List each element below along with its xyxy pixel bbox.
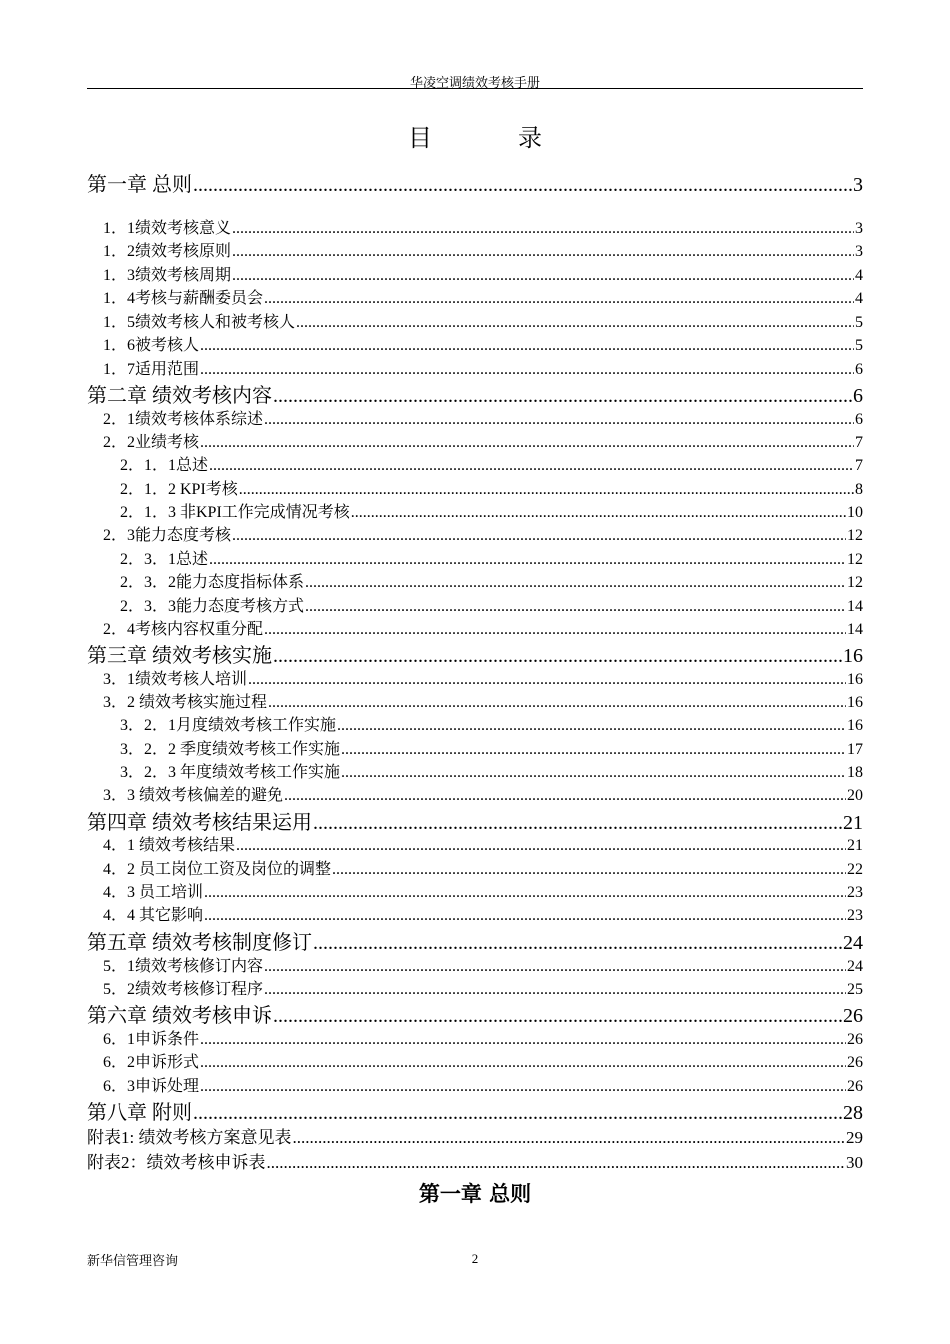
toc-entry[interactable]: [87, 639, 863, 668]
toc-entry-label: 第三章 绩效考核实施: [87, 645, 272, 667]
toc-entry-page: 29: [846, 1128, 863, 1147]
toc-entry[interactable]: [87, 522, 863, 545]
toc-entry[interactable]: [87, 476, 863, 499]
toc-entry-page: 18: [847, 764, 863, 781]
toc-entry[interactable]: [87, 879, 863, 902]
toc-entry-label: 1．6被考核人: [103, 337, 200, 354]
toc-entry-page: 14: [847, 621, 863, 638]
toc-entry[interactable]: [87, 782, 863, 805]
toc-entry-label: 第八章 附则: [87, 1102, 192, 1124]
toc-entry[interactable]: [87, 285, 863, 308]
toc-dot-leader: [200, 1031, 846, 1049]
toc-dot-leader: [232, 243, 854, 261]
toc-entry-label: 附表2：绩效考核申诉表: [87, 1153, 266, 1172]
toc-entry-page: 30: [846, 1153, 863, 1172]
toc-dot-leader: [204, 907, 846, 925]
toc-dot-leader: [200, 361, 854, 379]
toc-entry-label: 2．1．2 KPI考核: [120, 481, 238, 498]
toc-entry[interactable]: [87, 215, 863, 238]
toc-entry-page: 24: [843, 932, 863, 954]
toc-entry-page: 7: [855, 457, 863, 474]
toc-entry-label: 3．2．1月度绩效考核工作实施: [120, 717, 337, 734]
toc-entry-page: 12: [847, 551, 863, 568]
toc-entry-page: 7: [855, 434, 863, 451]
toc-entry[interactable]: [87, 1026, 863, 1049]
toc-heading-left: 目: [408, 124, 432, 152]
toc-dot-leader: [273, 385, 852, 408]
toc-entry-label: 第六章 绩效考核申诉: [87, 1005, 272, 1027]
toc-entry[interactable]: [87, 406, 863, 429]
toc-entry-label: 6．2申诉形式: [103, 1054, 200, 1071]
toc-entry-label: 4．2 员工岗位工资及岗位的调整: [103, 861, 332, 878]
toc-entry-page: 16: [847, 717, 863, 734]
toc-entry[interactable]: [87, 569, 863, 592]
toc-entry-page: 22: [847, 861, 863, 878]
toc-dot-leader: [232, 267, 854, 285]
toc-entry-page: 3: [853, 174, 863, 196]
toc-dot-leader: [232, 527, 846, 545]
toc-entry-page: 26: [843, 1005, 863, 1027]
toc-entry[interactable]: [87, 806, 863, 835]
toc-dot-leader: [273, 1005, 842, 1028]
toc-dot-leader: [264, 290, 854, 308]
toc-entry-page: 3: [855, 243, 863, 260]
toc-entry[interactable]: [87, 332, 863, 355]
toc-entry[interactable]: [87, 666, 863, 689]
toc-entry[interactable]: [87, 309, 863, 332]
toc-entry-page: 17: [847, 741, 863, 758]
toc-entry-page: 4: [855, 290, 863, 307]
toc-entry-label: 3．1绩效考核人培训: [103, 671, 248, 688]
toc-dot-leader: [232, 220, 854, 238]
toc-dot-leader: [264, 621, 846, 639]
toc-entry-page: 16: [847, 671, 863, 688]
toc-entry-label: 2．3能力态度考核: [103, 527, 232, 544]
toc-entry-page: 4: [855, 267, 863, 284]
toc-entry-label: 3．3 绩效考核偏差的避免: [103, 787, 284, 804]
toc-dot-leader: [200, 434, 854, 452]
toc-dot-leader: [296, 314, 854, 332]
toc-entry[interactable]: [87, 168, 863, 197]
toc-entry[interactable]: [87, 953, 863, 976]
toc-entry[interactable]: [87, 452, 863, 475]
toc-heading-right: 录: [518, 124, 542, 152]
toc-entry-page: 26: [847, 1078, 863, 1095]
header-divider: [87, 88, 863, 89]
toc-entry-label: 6．1申诉条件: [103, 1031, 200, 1048]
toc-entry[interactable]: [87, 902, 863, 925]
toc-entry-page: 24: [847, 958, 863, 975]
toc-dot-leader: [313, 932, 842, 955]
toc-entry-label: 2．3．2能力态度指标体系: [120, 574, 305, 591]
toc-entry[interactable]: [87, 356, 863, 379]
toc-dot-leader: [200, 337, 854, 355]
toc-entry[interactable]: [87, 976, 863, 999]
toc-dot-leader: [200, 1054, 846, 1072]
toc-dot-leader: [264, 981, 846, 999]
toc-entry[interactable]: [87, 1049, 863, 1072]
toc-dot-leader: [264, 958, 846, 976]
toc-entry-label: 2．2业绩考核: [103, 434, 200, 451]
toc-entry-page: 6: [855, 411, 863, 428]
toc-dot-leader: [284, 787, 846, 805]
toc-entry[interactable]: [87, 712, 863, 735]
toc-dot-leader: [204, 884, 846, 902]
toc-entry-label: 4．3 员工培训: [103, 884, 204, 901]
toc-entry-label: 1．7适用范围: [103, 361, 200, 378]
toc-entry-page: 16: [847, 694, 863, 711]
toc-entry-page: 8: [855, 481, 863, 498]
toc-entry-page: 6: [855, 361, 863, 378]
toc-entry-label: 第四章 绩效考核结果运用: [87, 812, 312, 834]
toc-entry-page: 23: [847, 907, 863, 924]
toc-entry-label: 3．2 绩效考核实施过程: [103, 694, 268, 711]
toc-entry-label: 6．3申诉处理: [103, 1078, 200, 1095]
toc-dot-leader: [292, 1128, 845, 1148]
toc-entry-label: 2．1绩效考核体系综述: [103, 411, 264, 428]
toc-heading: [87, 118, 863, 153]
toc-entry-page: 3: [855, 220, 863, 237]
toc-entry-page: 12: [847, 527, 863, 544]
toc-dot-leader: [273, 645, 842, 668]
toc-entry-label: 1．2绩效考核原则: [103, 243, 232, 260]
toc-entry-label: 附表1: 绩效考核方案意见表: [87, 1128, 292, 1147]
toc-entry[interactable]: [87, 736, 863, 759]
toc-entry-page: 25: [847, 981, 863, 998]
toc-entry-label: 4．1 绩效考核结果: [103, 837, 236, 854]
toc-entry-page: 5: [855, 314, 863, 331]
toc-entry-page: 21: [847, 837, 863, 854]
toc-entry-label: 1．4考核与薪酬委员会: [103, 290, 264, 307]
toc-dot-leader: [305, 574, 846, 592]
toc-entry-page: 28: [843, 1102, 863, 1124]
toc-entry-page: 14: [847, 598, 863, 615]
toc-entry-label: 2．3．3能力态度考核方式: [120, 598, 305, 615]
toc-entry-page: 26: [847, 1031, 863, 1048]
toc-entry-label: 4．4 其它影响: [103, 907, 204, 924]
toc-entry[interactable]: [87, 593, 863, 616]
toc-entry[interactable]: [87, 379, 863, 408]
toc-entry[interactable]: [87, 499, 863, 522]
toc-dot-leader: [305, 598, 846, 616]
toc-dot-leader: [248, 671, 846, 689]
toc-entry-page: 10: [847, 504, 863, 521]
toc-entry[interactable]: [87, 238, 863, 261]
toc-entry[interactable]: [87, 1073, 863, 1096]
toc-entry-page: 5: [855, 337, 863, 354]
toc-entry-label: 2．1．1总述: [120, 457, 209, 474]
toc-entry-label: 3．2．2 季度绩效考核工作实施: [120, 741, 341, 758]
toc-dot-leader: [267, 1153, 846, 1173]
toc-entry-label: 5．2绩效考核修订程序: [103, 981, 264, 998]
toc-entry[interactable]: [87, 832, 863, 855]
toc-entry[interactable]: [87, 616, 863, 639]
toc-entry-label: 第二章 绩效考核内容: [87, 385, 272, 407]
toc-entry-label: 2．4考核内容权重分配: [103, 621, 264, 638]
toc-dot-leader: [268, 694, 846, 712]
toc-entry[interactable]: [87, 262, 863, 285]
toc-dot-leader: [351, 504, 846, 522]
toc-dot-leader: [200, 1078, 846, 1096]
toc-entry[interactable]: [87, 759, 863, 782]
toc-entry-label: 1．1绩效考核意义: [103, 220, 232, 237]
toc-dot-leader: [209, 551, 846, 569]
toc-entry-page: 6: [853, 385, 863, 407]
toc-entry-label: 第五章 绩效考核制度修订: [87, 932, 312, 954]
toc-dot-leader: [209, 457, 854, 475]
toc-dot-leader: [239, 481, 854, 499]
toc-entry-label: 2．3．1总述: [120, 551, 209, 568]
toc-entry[interactable]: [87, 429, 863, 452]
toc-entry[interactable]: [87, 1148, 863, 1173]
toc-entry-label: 5．1绩效考核修订内容: [103, 958, 264, 975]
toc-dot-leader: [193, 1102, 842, 1125]
toc-entry[interactable]: [87, 546, 863, 569]
toc-entry[interactable]: [87, 999, 863, 1028]
toc-entry-page: 20: [847, 787, 863, 804]
toc-entry-page: 12: [847, 574, 863, 591]
toc-entry-label: 2．1．3 非KPI工作完成情况考核: [120, 504, 350, 521]
toc-entry[interactable]: [87, 1123, 863, 1148]
toc-entry-label: 3．2．3 年度绩效考核工作实施: [120, 764, 341, 781]
toc-entry-page: 26: [847, 1054, 863, 1071]
toc-entry-label: 1．3绩效考核周期: [103, 267, 232, 284]
toc-dot-leader: [193, 174, 852, 197]
toc-dot-leader: [332, 861, 846, 879]
toc-entry[interactable]: [87, 856, 863, 879]
toc-dot-leader: [341, 764, 846, 782]
toc-entry[interactable]: [87, 926, 863, 955]
toc-entry-label: 第一章 总则: [87, 174, 192, 196]
toc-dot-leader: [236, 837, 846, 855]
toc-dot-leader: [341, 741, 846, 759]
running-header-title: 华凌空调绩效考核手册: [409, 76, 540, 91]
toc-entry-page: 23: [847, 884, 863, 901]
chapter-heading: 第一章 总则: [418, 1182, 532, 1206]
footer-page-number: 2: [471, 1251, 479, 1266]
toc-dot-leader: [264, 411, 854, 429]
toc-entry[interactable]: [87, 689, 863, 712]
toc-dot-leader: [337, 717, 846, 735]
toc-entry-page: 16: [843, 645, 863, 667]
footer-company: 新华信管理咨询: [87, 1254, 179, 1269]
toc-entry-page: 21: [843, 812, 863, 834]
toc-entry[interactable]: [87, 1096, 863, 1125]
toc-entry-label: 1．5绩效考核人和被考核人: [103, 314, 296, 331]
